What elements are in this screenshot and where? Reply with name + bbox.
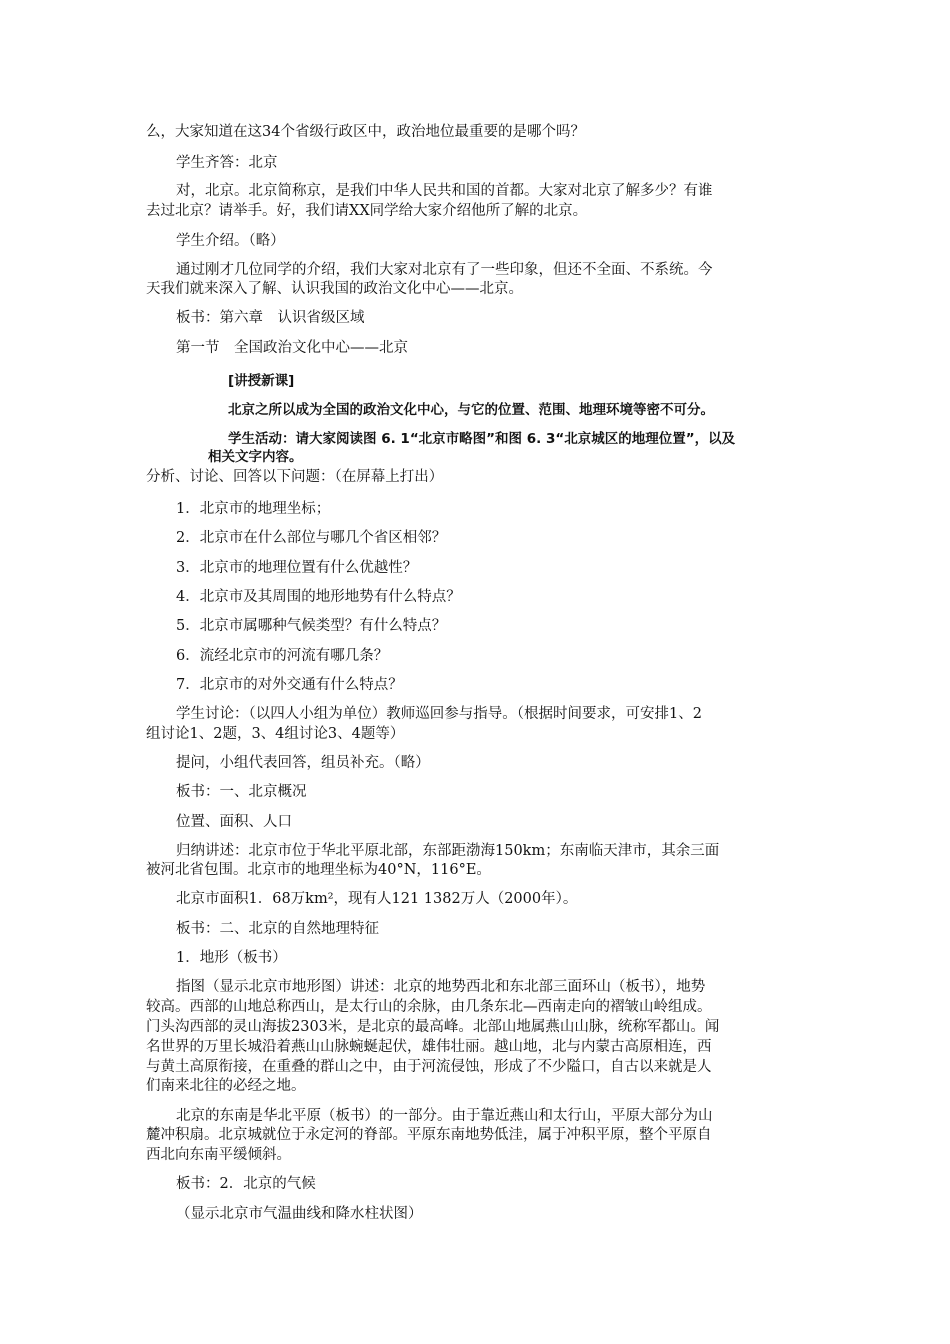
paragraph: 麓冲积扇。北京城就位于永定河的脊部。平原东南地势低洼，属于冲积平原，整个平原自: [146, 1127, 712, 1143]
paragraph: 天我们就来深入了解、认识我国的政治文化中心——北京。: [146, 281, 523, 297]
paragraph: 学生讨论：（以四人小组为单位）教师巡回参与指导。（根据时间要求，可安排1、2: [176, 706, 702, 722]
question-item: 7．北京市的对外交通有什么特点？: [176, 677, 403, 693]
paragraph: 提问，小组代表回答，组员补充。（略）: [176, 755, 430, 771]
paragraph: 们南来北往的必经之地。: [146, 1078, 306, 1094]
inset-line: 相关文字内容。: [208, 449, 303, 465]
paragraph: （显示北京市气温曲线和降水柱状图）: [176, 1206, 423, 1222]
paragraph: 西北向东南平缓倾斜。: [146, 1147, 291, 1163]
paragraph: 通过刚才几位同学的介绍，我们大家对北京有了一些印象，但还不全面、不系统。今: [176, 262, 713, 278]
board-note: 板书：一、北京概况: [176, 784, 307, 800]
paragraph: 学生齐答：北京: [176, 155, 278, 171]
paragraph: 指图（显示北京市地形图）讲述：北京的地势西北和东北部三面环山（板书），地势: [176, 979, 706, 995]
inset-line: 学生活动：请大家阅读图 6. 1“北京市略图”和图 6. 3“北京城区的地理位置”，以及: [228, 431, 736, 447]
question-item: 6．流经北京市的河流有哪几条？: [176, 648, 389, 664]
paragraph: 名世界的万里长城沿着燕山山脉蜿蜒起伏，雄伟壮丽。越山地，北与内蒙古高原相连，西: [146, 1039, 712, 1055]
paragraph: 组讨论1、2题，3、4组讨论3、4题等）: [146, 726, 405, 742]
section-heading: 第一节 全国政治文化中心——北京: [176, 340, 408, 356]
paragraph: 位置、面积、人口: [176, 814, 292, 830]
inset-line: 北京之所以成为全国的政治文化中心，与它的位置、范围、地理环境等密不可分。: [228, 402, 714, 418]
board-note: 板书：二、北京的自然地理特征: [176, 921, 379, 937]
subheading: 1．地形（板书）: [176, 950, 287, 966]
questions-intro: 分析、讨论、回答以下问题：（在屏幕上打出）: [146, 469, 444, 485]
board-note: 板书：第六章 认识省级区域: [176, 310, 365, 326]
question-item: 2．北京市在什么部位与哪几个省区相邻？: [176, 530, 447, 546]
paragraph: 归纳讲述：北京市位于华北平原北部，东部距渤海150km；东南临天津市，其余三面: [176, 843, 720, 859]
paragraph: 较高。西部的山地总称西山，是太行山的余脉，由几条东北—西南走向的褶皱山岭组成。: [146, 999, 712, 1015]
paragraph: 北京市面积1．68万km²，现有人121 1382万人（2000年）。: [176, 891, 578, 907]
board-note: 板书：2．北京的气候: [176, 1176, 316, 1192]
paragraph: 对，北京。北京简称京，是我们中华人民共和国的首都。大家对北京了解多少？有谁: [176, 183, 713, 199]
paragraph: 门头沟西部的灵山海拔2303米，是北京的最高峰。北部山地属燕山山脉，统称军都山。闻: [146, 1019, 720, 1035]
question-item: 3．北京市的地理位置有什么优越性？: [176, 560, 418, 576]
paragraph: 学生介绍。（略）: [176, 233, 285, 249]
question-item: 5．北京市属哪种气候类型？有什么特点？: [176, 618, 447, 634]
question-item: 1．北京市的地理坐标；: [176, 501, 331, 517]
paragraph: 去过北京？请举手。好，我们请XX同学给大家介绍他所了解的北京。: [146, 203, 588, 219]
question-item: 4．北京市及其周围的地形地势有什么特点？: [176, 589, 461, 605]
paragraph: 被河北省包围。北京市的地理坐标为40°N，116°E。: [146, 862, 491, 878]
inset-heading: [讲授新课]: [228, 373, 295, 389]
paragraph: 与黄土高原衔接，在重叠的群山之中，由于河流侵蚀，形成了不少隘口，自古以来就是人: [146, 1059, 712, 1075]
paragraph: 么，大家知道在这34个省级行政区中，政治地位最重要的是哪个吗？: [146, 124, 585, 140]
paragraph: 北京的东南是华北平原（板书）的一部分。由于靠近燕山和太行山，平原大部分为山: [176, 1108, 713, 1124]
